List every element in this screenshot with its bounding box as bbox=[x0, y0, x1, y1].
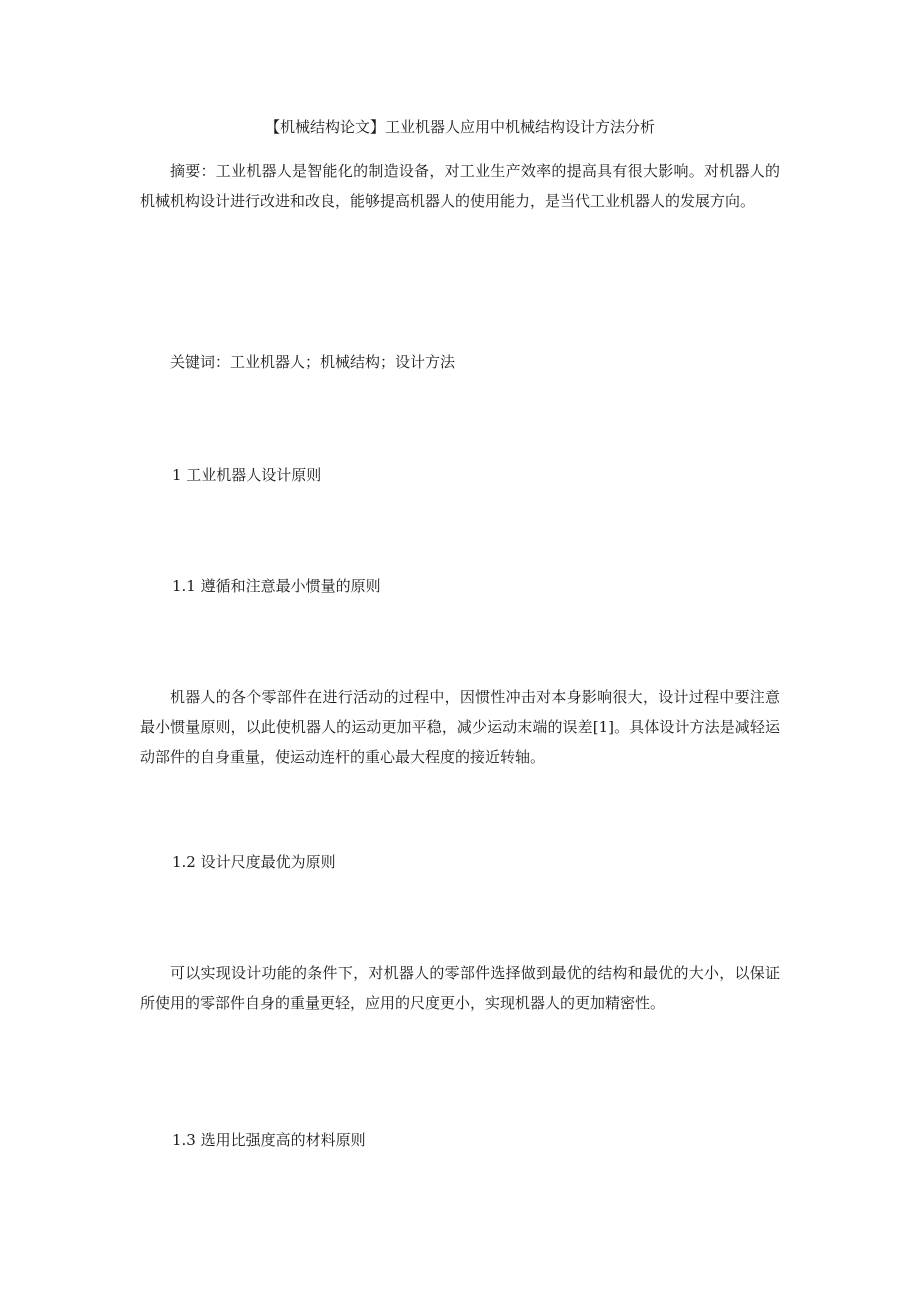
section-body-1-1: 机器人的各个零部件在进行活动的过程中，因惯性冲击对本身影响很大，设计过程中要注意最小惯量原则，以此使机器人的运动更加平稳，减少运动末端的误差[1]。具体设计方法是减轻运动部件的自身重量，使运动连杆的重心最大程度的接近转轴。 bbox=[140, 688, 780, 766]
section-heading-1-2: 1.2 设计尺度最优为原则 bbox=[172, 853, 336, 871]
section-body-1-2: 可以实现设计功能的条件下，对机器人的零部件选择做到最优的结构和最优的大小，以保证所使用的零部件自身的重量更轻，应用的尺度更小，实现机器人的更加精密性。 bbox=[140, 964, 780, 1012]
section-heading-1-3: 1.3 选用比强度高的材料原则 bbox=[172, 1131, 366, 1149]
document-title: 【机械结构论文】工业机器人应用中机械结构设计方法分析 bbox=[264, 118, 655, 136]
section-heading-1-1: 1.1 遵循和注意最小惯量的原则 bbox=[172, 577, 381, 595]
abstract-paragraph: 摘要：工业机器人是智能化的制造设备，对工业生产效率的提高具有很大影响。对机器人的机械机构设计进行改进和改良，能够提高机器人的使用能力，是当代工业机器人的发展方向。 bbox=[140, 162, 780, 210]
section-heading-1: 1 工业机器人设计原则 bbox=[172, 466, 322, 484]
keywords-paragraph: 关键词：工业机器人；机械结构；设计方法 bbox=[170, 353, 456, 371]
